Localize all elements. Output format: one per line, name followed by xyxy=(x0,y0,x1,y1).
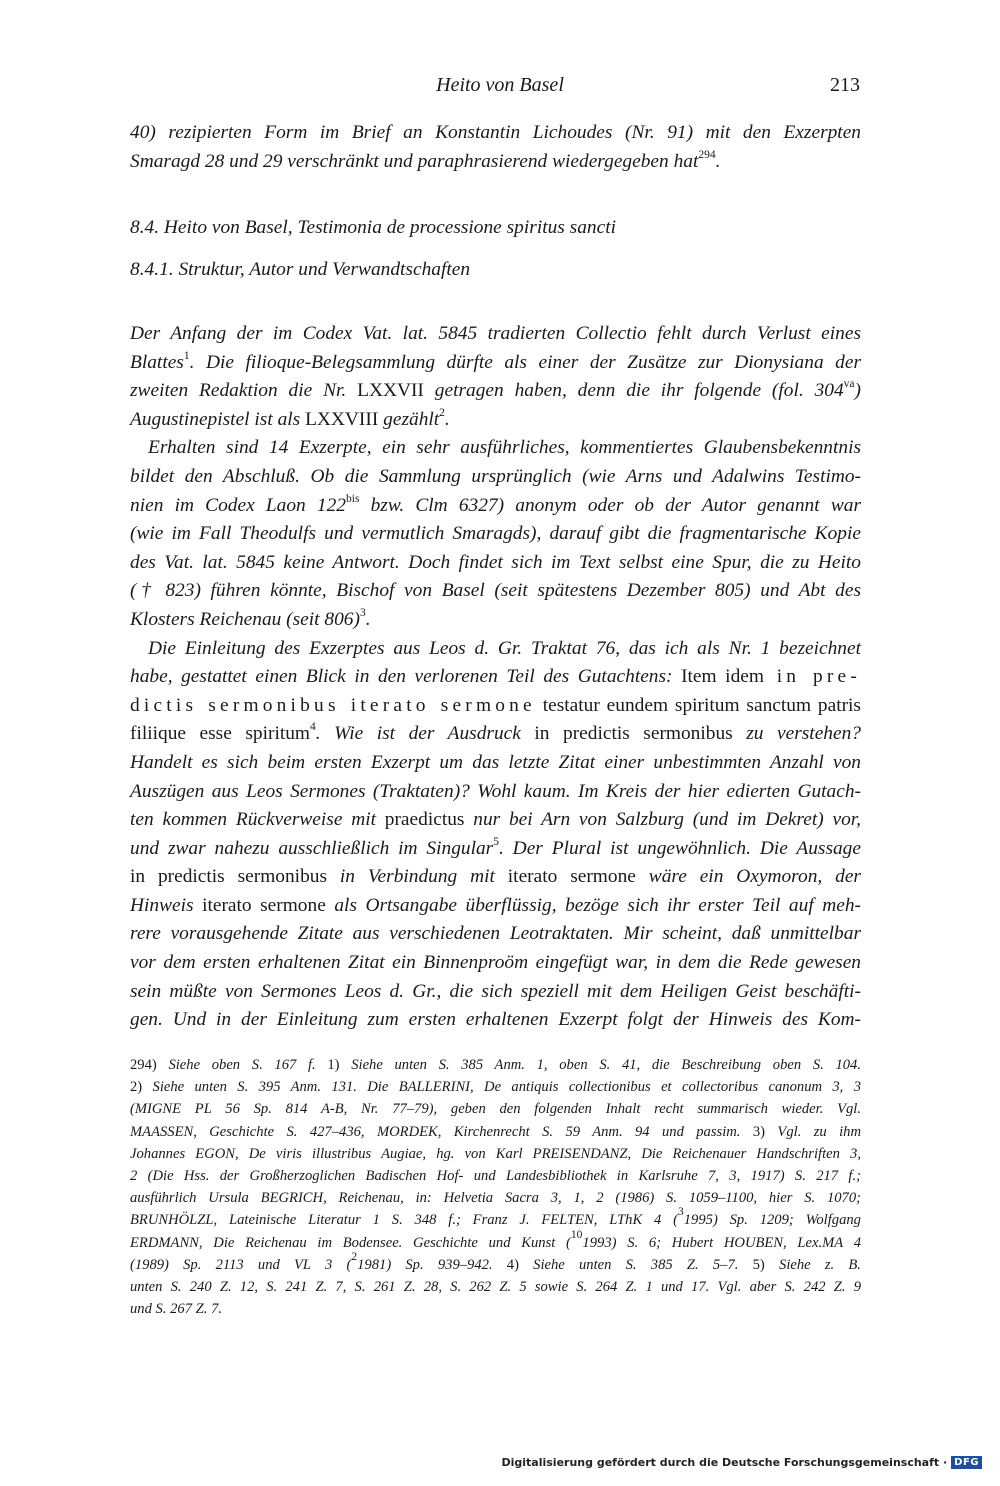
text-segment: nien im Codex Laon 122 xyxy=(130,494,346,516)
footnote-text: Siehe oben S. 167 f. xyxy=(168,1057,316,1073)
latin-quote: praedictus xyxy=(384,809,465,831)
latin-quote: iterato sermone xyxy=(202,894,326,916)
text-segment: ) xyxy=(854,380,861,402)
text-line: Die Einleitung des Exzerptes aus Leos d. Gr. Traktat 76, das ich als Nr. 1 bezeichnet xyxy=(148,637,861,659)
footnote-ref: 3 xyxy=(359,606,366,619)
text-segment: zu verstehen? xyxy=(732,723,861,745)
latin-quote: in predictis sermonibus xyxy=(130,866,328,888)
footnote-text: Vgl. zu ihm xyxy=(777,1123,861,1140)
latin-quote: Item idem xyxy=(681,666,764,688)
page-number: 213 xyxy=(830,74,860,96)
footnote-text: (1989) Sp. 2113 und VL 3 ( xyxy=(130,1256,352,1273)
footnote-text: 2 (Die Hss. der Großherzoglichen Badischen Hof- und Landesbibliothek in Karlsruhe 7, 3, 1917) S. 217 f.; xyxy=(130,1167,861,1184)
text-segment: Klosters Reichenau (seit 806) xyxy=(130,608,360,630)
text-line: Handelt es sich beim ersten Exzerpt um das letzte Zitat einer unbestimmten Anzahl von xyxy=(130,751,861,773)
text-segment: in Verbindung mit xyxy=(327,866,508,888)
footnote-number: 2) xyxy=(130,1079,153,1096)
footnote-number: 294) xyxy=(130,1057,169,1073)
section-heading: 8.4. Heito von Basel, Testimonia de processione spiritus sancti xyxy=(130,217,616,238)
footnote-text: unten S. 240 Z. 12, S. 241 Z. 7, S. 261 Z. 28, S. 262 Z. 5 sowie S. 264 Z. 1 und 17. Vgl. aber S. 242 Z. 9 xyxy=(130,1278,861,1295)
footnotes xyxy=(130,1054,861,1320)
text-line: Smaragd 28 und 29 verschränkt und paraphrasierend wiedergegeben hat xyxy=(130,150,699,172)
text-segment: gezählt xyxy=(378,408,440,430)
text-line: († 823) führen könnte, Bischof von Basel (seit spätestens Dezember 805) und Abt des xyxy=(130,580,861,602)
footnote-text: ausführlich Ursula BEGRICH, Reichenau, in: Helvetia Sacra 3, 1, 2 (1986) S. 1059–1100, hier S. 1070; xyxy=(130,1190,861,1207)
text-line: (wie im Fall Theodulfs und vermutlich Smaragds), darauf gibt die fragmentarische Kopie xyxy=(130,523,861,545)
text-segment: . Wie ist der Ausdruck xyxy=(315,723,535,745)
superscript: 3 xyxy=(678,1206,684,1219)
text-line: Der Anfang der im Codex Vat. lat. 5845 tradierten Collectio fehlt durch Verlust eines xyxy=(130,323,861,344)
text-line: bildet den Abschluß. Ob die Sammlung ursprünglich (wie Arns und Adalwins Testimo- xyxy=(130,465,861,487)
running-header: Heito von Basel xyxy=(436,74,564,96)
text-segment: Augustinepistel ist als xyxy=(130,408,306,430)
footnote-text: Siehe unten S. 385 Anm. 1, oben S. 41, die Beschreibung oben S. 104. xyxy=(351,1057,861,1073)
roman-numeral: LXXVIII xyxy=(305,408,379,430)
footnote-ref: 2 xyxy=(439,406,445,419)
text-segment: Hinweis xyxy=(130,894,203,916)
text-line: Auszügen aus Leos Sermones (Traktaten)? Wohl kaum. Im Kreis der hier edierten Gutach- xyxy=(130,780,861,802)
superscript: 2 xyxy=(351,1250,358,1263)
footnote-text: Siehe unten S. 395 Anm. 131. Die BALLERINI, De antiquis collectionibus et collectoribus canonum 3, 3 xyxy=(152,1079,861,1096)
footnote-text: 1995) Sp. 1209; Wolfgang xyxy=(683,1212,861,1229)
footnote-text: Johannes EGON, De viris illustribus Augiae, hg. von Karl PREISENDANZ, Die Reichenauer Handschriften 3, xyxy=(130,1145,861,1162)
text-segment: . Der Plural ist ungewöhnlich. Die Aussage xyxy=(498,837,861,859)
footnote-text: MAASSEN, Geschichte S. 427–436, MORDEK, Kirchenrecht S. 59 Anm. 94 und passim. xyxy=(130,1123,741,1140)
text-segment: getragen haben, denn die ihr folgende (fol. 304 xyxy=(423,380,844,402)
footnote-number: 1) xyxy=(315,1057,352,1073)
text-segment: als Ortsangabe überflüssig, bezöge sich ihr erster Teil auf meh- xyxy=(325,894,861,916)
text-line: des Vat. lat. 5845 keine Antwort. Doch findet sich im Text selbst eine Spur, die zu Heito xyxy=(130,551,861,573)
latin-quote: iterato sermone xyxy=(507,866,636,888)
credit-text: Digitalisierung gefördert durch die Deutsche Forschungsgemeinschaft · xyxy=(501,1456,948,1469)
text-segment: nur bei Arn von Salzburg (und im Dekret) vor, xyxy=(464,809,862,831)
spaced-latin: in pre- xyxy=(763,666,861,688)
superscript: 10 xyxy=(570,1228,583,1241)
text-segment: bzw. Clm 6327) anonym oder ob der Autor genannt war xyxy=(359,494,861,516)
text-segment: Blattes xyxy=(130,351,184,373)
text-line: Erhalten sind 14 Exzerpte, ein sehr ausführliches, kommentiertes Glaubensbekenntnis xyxy=(148,437,861,459)
text-segment: . xyxy=(365,608,371,630)
text-line: gen. Und in der Einleitung zum ersten erhaltenen Exzerpt folgt der Hinweis des Kom- xyxy=(130,1009,861,1031)
text-line: sein müßte von Sermones Leos d. Gr., die sich speziell mit dem Heiligen Geist beschäfti- xyxy=(130,980,861,1002)
roman-numeral: LXXVII xyxy=(357,380,424,402)
text-segment: . Die filioque-Belegsammlung dürfte als einer der Zusätze zur Dionysiana der xyxy=(189,351,861,373)
text-segment: wäre ein Oxymoron, der xyxy=(635,866,861,888)
footnote-number: 4) xyxy=(492,1256,534,1273)
main-text xyxy=(130,320,861,1035)
text-segment: ten kommen Rückverweise mit xyxy=(130,809,385,831)
footnote-number: 5) xyxy=(738,1256,780,1273)
footnote-ref: 294 xyxy=(698,148,716,161)
footnote-text: BRUNHÖLZL, Lateinische Literatur 1 S. 348 f.; Franz J. FELTEN, LThK 4 ( xyxy=(130,1212,678,1229)
footnote-number: 3) xyxy=(740,1123,778,1140)
footnote-ref: 1 xyxy=(183,349,190,362)
text-segment: zweiten Redaktion die Nr. xyxy=(130,380,358,402)
text-line: rere vorausgehende Zitate aus verschiedenen Leotraktaten. Mir scheint, daß unmittelbar xyxy=(130,923,861,945)
footnote-text: und S. 267 Z. 7. xyxy=(130,1301,223,1318)
superscript: va xyxy=(843,378,855,391)
footnote-ref: 4 xyxy=(310,721,316,734)
spaced-latin: dictis sermonibus iterato sermone xyxy=(130,694,536,716)
footnote-ref: 5 xyxy=(493,835,499,848)
text-segment: habe, gestattet einen Blick in den verlorenen Teil des Gutachtens: xyxy=(130,666,682,688)
latin-quote: in predictis sermonibus xyxy=(534,723,733,745)
superscript: bis xyxy=(346,492,360,505)
footnote-text: 1981) Sp. 939–942. xyxy=(357,1256,493,1273)
dfg-logo: DFG xyxy=(951,1456,982,1469)
footnote-text: 1993) S. 6; Hubert HOUBEN, Lex.MA 4 xyxy=(582,1234,861,1251)
subsection-heading: 8.4.1. Struktur, Autor und Verwandtschaften xyxy=(130,259,471,280)
intro-text xyxy=(130,119,861,176)
text-line: vor dem ersten erhaltenen Zitat ein Binnenproöm eingefügt war, in dem die Rede gewesen xyxy=(130,952,861,974)
text-line: . xyxy=(715,150,721,172)
footnote-text: Siehe z. B. xyxy=(779,1256,861,1273)
footnote-text: ERDMANN, Die Reichenau im Bodensee. Geschichte und Kunst ( xyxy=(130,1234,571,1251)
text-line: 40) rezipierten Form im Brief an Konstantin Lichoudes (Nr. 91) mit den Exzerpten xyxy=(130,122,861,143)
latin-quote: testatur eundem spiritum sanctum patris xyxy=(535,694,861,716)
text-segment: . xyxy=(444,408,450,430)
text-segment: und zwar nahezu ausschließlich im Singular xyxy=(130,837,494,859)
footnote-text: Siehe unten S. 385 Z. 5–7. xyxy=(533,1256,739,1273)
footnote-text: (MIGNE PL 56 Sp. 814 A-B, Nr. 77–79), geben den folgenden Inhalt recht summarisch wieder. Vgl. xyxy=(130,1101,861,1118)
digitization-credit xyxy=(501,1456,982,1469)
latin-quote: filiique esse spiritum xyxy=(130,723,311,745)
